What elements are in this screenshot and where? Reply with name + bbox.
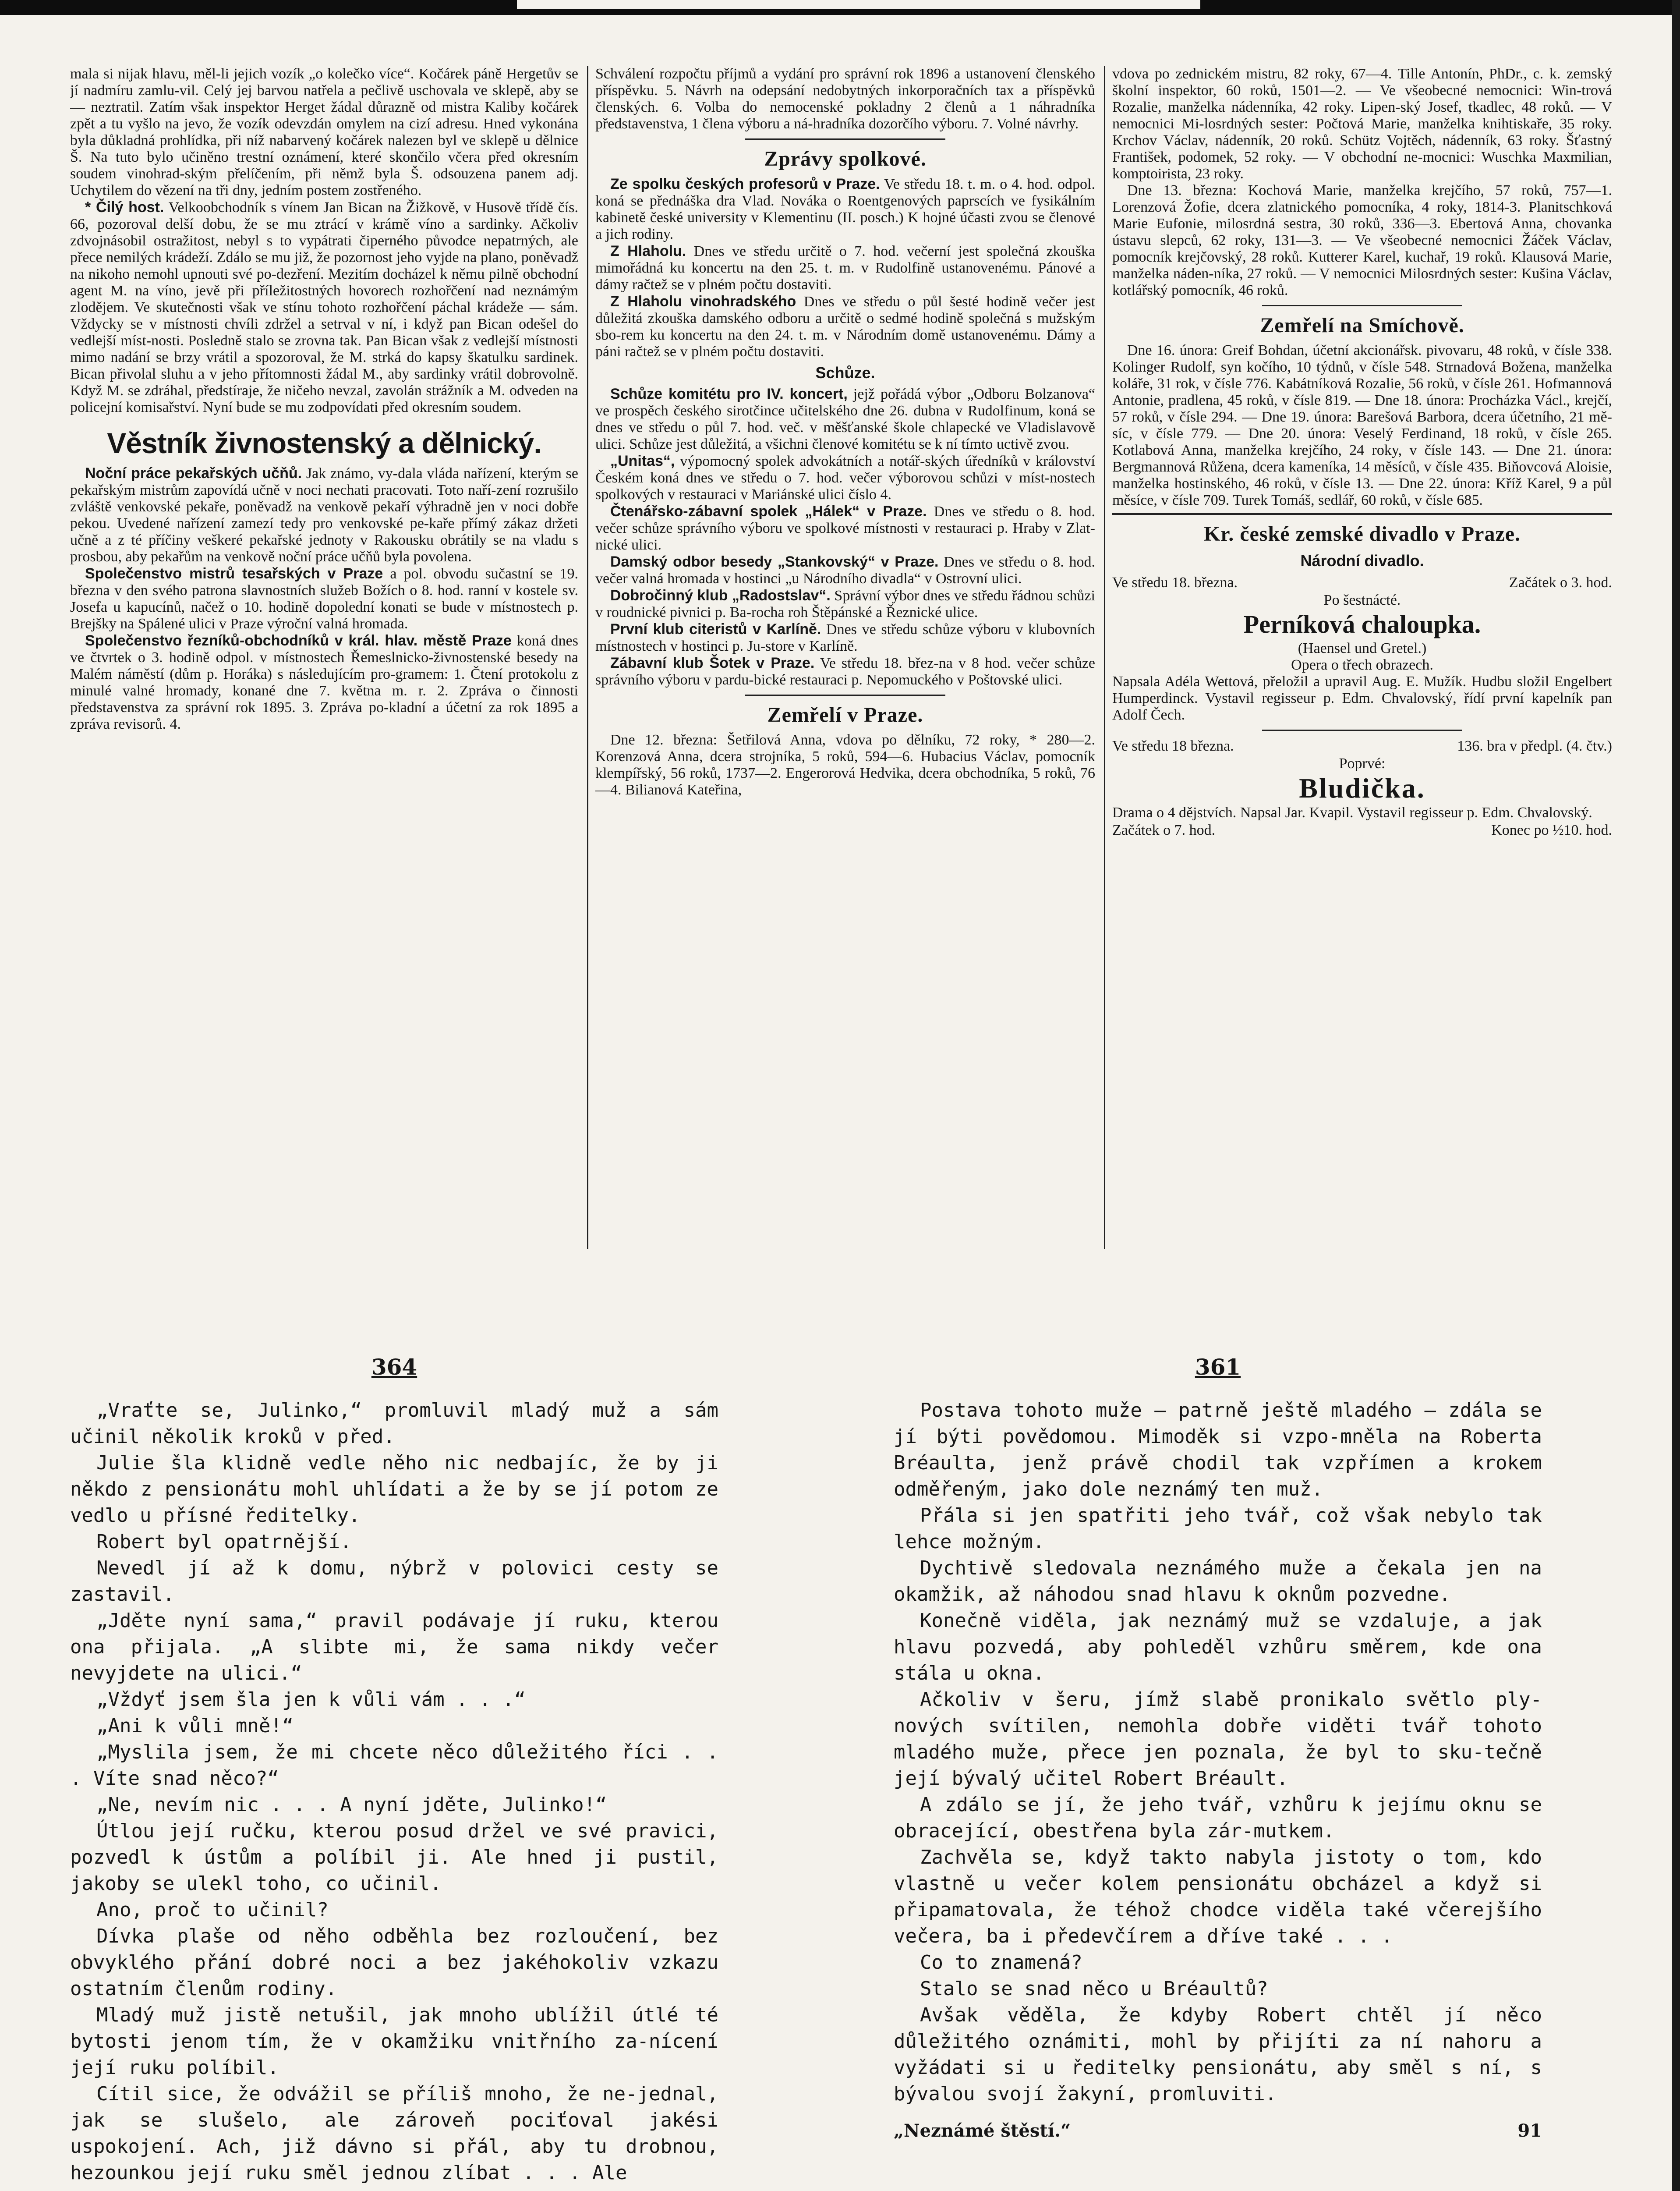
article-paragraph xyxy=(595,587,1095,621)
newspaper-section xyxy=(70,66,1612,1249)
article-lead: Dobročinný klub „Radostslav“. xyxy=(610,587,831,604)
page-paragraph: Nevedl jí až k domu, nýbrž v polovici cesty se zastavil. xyxy=(70,1557,718,1606)
section-heading: Zemřelí na Smíchově. xyxy=(1260,314,1464,337)
show-info: Po šestnácté. xyxy=(1323,592,1401,608)
page-paragraph: Mladý muž jistě netušil, jak mnoho ublížil útlé té bytosti jenom tím, že v okamžiku vnitřního za-nícení její ruku políbil. xyxy=(70,2004,718,2079)
subheading: Schůze. xyxy=(815,364,875,382)
page-paragraph: „Vždyť jsem šla jen k vůli vám . . .“ xyxy=(96,1688,526,1711)
show-performance: 136. bra v předpl. (4. čtv.) xyxy=(1457,738,1612,754)
article-text: Správní výbor dnes ve středu řádnou schůzi v roudnické pivnici p. Ba-rocha roh Štěpánské a Řeznické ulice. xyxy=(595,588,1095,620)
page-text xyxy=(894,1397,1542,2107)
article-text: Ve středu 18. t. m. o 4. hod. odpol. koná se přednáška dra Vlad. Nováka o Roentgenových paprscích ve fysikálním kabinetě české university v Klementinu (II. posch.) K hojné účasti zvou se členové a jich rodiny. xyxy=(595,176,1095,242)
scan-top-gap xyxy=(517,0,1200,9)
show-title: Bludička. xyxy=(1299,773,1425,804)
page-paragraph: „Ani k vůli mně!“ xyxy=(96,1715,294,1737)
page-paragraph: „Jděte nyní sama,“ pravil podávaje jí ruku, kterou ona přijala. „A slibte mi, že sama nikdy večer nevyjdete na ulici.“ xyxy=(70,1610,718,1684)
show-start: Začátek o 3. hod. xyxy=(1509,574,1612,591)
article-lead: Čtenářsko-zábavní spolek „Hálek“ v Praze. xyxy=(610,503,927,520)
show-date: Ve středu 18 března. xyxy=(1112,738,1234,754)
page-paragraph: Útlou její ručku, kterou posud držel ve své pravici, pozvedl k ústům a políbil ji. Ale hned ji pustil, jakoby se ulekl toho, co učinil. xyxy=(70,1820,718,1895)
article-lead: * Čilý host. xyxy=(85,199,164,216)
newspaper-column-3 xyxy=(1104,66,1612,1249)
book-page-right xyxy=(894,1354,1542,2191)
article-lead: „Unitas“, xyxy=(610,453,675,469)
show-genre: Opera o třech obrazech. xyxy=(1291,657,1433,673)
article-paragraph xyxy=(595,176,1095,243)
article-text: Dnes ve středu schůze výboru v klubovních místnostech v hostinci p. Ju-store v Karlíně. xyxy=(595,621,1095,654)
divider xyxy=(1262,730,1462,731)
divider xyxy=(745,695,945,696)
page-number: 361 xyxy=(1195,1354,1241,1380)
divider xyxy=(745,138,945,140)
article-text: výpomocný spolek advokátních a notář-ských úředníků v království Českém koná dnes ve středu o 7. hod. večer výborovou schůzi v míst-nostech spolkových v restauraci v Mariánské ulici číslo 4. xyxy=(595,453,1095,503)
show-start: Začátek o 7. hod. xyxy=(1112,822,1216,838)
page-footer xyxy=(894,2120,1542,2141)
page-paragraph: Postava tohoto muže — patrně ještě mladého — zdála se jí býti povědomou. Mimoděk si vzpo-mněla na Roberta Bréaulta, jenž právě chodil tak vzpřímen a krokem odměřeným, jako dole neznámý ten muž. xyxy=(894,1399,1542,1500)
article-paragraph xyxy=(595,553,1095,587)
page-paragraph: Zachvěla se, když takto nabyla jistoty o tom, kdo vlastně u večer kolem pensionátu obcházel a když si připamatovala, že téhož chodce viděla také včerejšího večera, ba i předevčírem a dříve také . . . xyxy=(894,1846,1542,1947)
article-paragraph xyxy=(595,621,1095,655)
page-paragraph: Dychtivě sledovala neznámého muže a čekala jen na okamžik, až náhodou snad hlavu k oknům pozvedne. xyxy=(894,1557,1542,1606)
page-paragraph: Avšak věděla, že kdyby Robert chtěl jí něco důležitého oznámiti, mohl by přijíti za ní nahoru a vyžádati si u ředitelky pensionátu, aby směl s ní, s bývalou svojí žakyní, promluviti. xyxy=(894,2004,1542,2105)
article-text: a pol. obvodu sučastní se 19. března v den svého patrona slavnostních služeb Božích o 8. hod. ranní v kostele sv. Josefa u kapucínů, načež o 10. hodině dopolední konati se bude v místnostech p. Brejšky na Spálené ulici v Praze výroční valná hromada. xyxy=(70,566,578,632)
article-text: Dne 12. března: Šetřilová Anna, vdova po dělníku, 72 roky, * 280—2. Korenzová Anna, dcera strojníka, 5 roků, 594—6. Hubacius Václav, pomocník klempířský, 56 roků, 1737—2. Engerorová Hedvika, dcera obchodníka, 5 roků, 76—4. Bilianová Kateřina, xyxy=(595,732,1095,798)
show-credits: Napsala Adéla Wettová, přeložil a upravil Aug. E. Mužík. Hudbu složil Engelbert Humperdinck. Vystavil regisseur p. Edm. Chvalovský, řídí první kapelník pan Adolf Čech. xyxy=(1112,674,1612,723)
page-number: 364 xyxy=(371,1354,417,1380)
article-paragraph xyxy=(70,632,578,733)
article-text: Jak známo, vy-dala vláda nařízení, kterým se pekařským mistrům zapovídá učně v noci nechati pracovati. Toto naří-zení rozrušilo zvláště venkovské pekaře, poněvadž na venkově pekaří výhradně jen v noci dobře pekou. Uvedené nařízení zamezí tedy pro venkovské pe-kaře přímý zákaz držeti učně a z té příčiny veškeré pekařské jednoty v Rakousku obrátily se na vladu s prosbou, aby pekařům na venkově noční práce učňů byla povolena. xyxy=(70,465,578,565)
show-date-line xyxy=(1112,737,1612,755)
article-text: Dnes ve středu o 8. hod. večer valná hromada v hostinci „u Národního divadla“ v Ostrovní ulici. xyxy=(595,554,1095,587)
book-spread xyxy=(70,1354,1612,2191)
show-end: Konec po ½10. hod. xyxy=(1491,822,1612,838)
article-text: Dnes ve středu o půl šesté hodině večer jest důležitá zkouška damského odboru a určitě o sedmé hodině společná s mužským sbo-rem ku koncertu na den 24. t. m. v Národním domě ustanovenému. Dámy a páni račtež se v plném počtu dostaviti. xyxy=(595,294,1095,360)
article-lead: Zábavní klub Šotek v Praze. xyxy=(610,655,815,671)
page-paragraph: Ano, proč to učinil? xyxy=(96,1899,329,1921)
article-lead: První klub citeristů v Karlíně. xyxy=(610,621,821,638)
article-text: Dne 13. března: Kochová Marie, manželka krejčího, 57 roků, 757—1. Lorenzová Žofie, dcera zlatnického pomocníka, 4 roky, 1814-3. Planitschková Marie Eufonie, milosrdná sestra, 30 roků, 336—3. Ebertová Anna, chovanka ústavu slepců, 62 roky, 131—3. — Ve všeobecné nemocnici Žáček Václav, pomocník krejčovský, 28 roků. Kutterer Karel, kuchař, 19 roků. Klausová Marie, manželka náden-níka, 27 roků. — V nemocnici Milosrdných sester: Kušina Václav, kotlářský pomocník, 46 roků. xyxy=(1112,182,1612,298)
page-paragraph: „Vraťte se, Julinko,“ promluvil mladý muž a sám učinil několik kroků v před. xyxy=(70,1399,718,1448)
page-paragraph: „Myslila jsem, že mi chcete něco důležitého říci . . . Víte snad něco?“ xyxy=(70,1741,718,1790)
article-lead: Společenstvo řezníků-obchodníků v král. hlav. městě Praze xyxy=(85,632,512,649)
article-text: jejž pořádá výbor „Odboru Bolzanova“ ve prospěch českého sirotčince učitelského dne 26. dubna v Rudolfinum, koná se dnes ve středu o půl 7. hod. več. v měšťanské škole chlapecké ve Vladislavově ulici. Schůze jest důležitá, a všichni členové komitétu se k ní tímto uctivě zvou. xyxy=(595,386,1095,452)
article-text: koná dnes ve čtvrtek o 3. hodině odpol. v místnostech Řemeslnicko-živnostenské besedy na Malém náměstí (dům p. Horáka) s následujícím pro-gramem: 1. Čtení protokolu z minulé valné hromady, konané dne 7. května m. r. 2. Zpráva o činnosti představenstva za správní rok 1895. 3. Zpráva po-kladní a účetní za rok 1895 a zpráva revisorů. 4. xyxy=(70,633,578,732)
article-text: Schválení rozpočtu příjmů a vydání pro správní rok 1896 a ustanovení členského příspěvku. 5. Návrh na odepsání nedobytných inkorporačních tax a příspěvků členských. 6. Volba do nemocenské pokladny 2 členů a 1 náhradníka představenstva, 1 člena výboru a ná-hradníka dozorčího výboru. 7. Volné návrhy. xyxy=(595,66,1095,132)
theatre-subheading: Národní divadlo. xyxy=(1300,552,1424,570)
book-page-left xyxy=(70,1354,718,2191)
show-info: Poprvé: xyxy=(1339,755,1386,772)
article-lead: Noční práce pekařských učňů. xyxy=(85,465,302,482)
article-paragraph xyxy=(70,199,578,416)
article-paragraph xyxy=(70,565,578,632)
book-title: „Neznámé štěstí.“ xyxy=(894,2120,1071,2141)
article-lead: Z Hlaholu. xyxy=(610,243,686,259)
page-paragraph: A zdálo se jí, že jeho tvář, vzhůru k jejímu oknu se obracející, obestřena byla zár-mutkem. xyxy=(894,1794,1542,1842)
article-paragraph xyxy=(595,386,1095,453)
page-paragraph: „Ne, nevím nic . . . A nyní jděte, Julinko!“ xyxy=(96,1794,607,1816)
article-paragraph xyxy=(595,655,1095,688)
page-paragraph: Přála si jen spatřiti jeho tvář, což však nebylo tak lehce možným. xyxy=(894,1504,1542,1553)
article-paragraph xyxy=(595,453,1095,503)
show-time-line xyxy=(1112,821,1612,840)
page-text xyxy=(70,1397,718,2186)
section-heading: Věstník živnostenský a dělnický. xyxy=(107,427,541,459)
divider xyxy=(1262,305,1462,306)
article-paragraph xyxy=(595,243,1095,293)
article-lead: Damský odbor besedy „Stankovský“ v Praze. xyxy=(610,553,939,570)
page-paragraph: Stalo se snad něco u Bréaultů? xyxy=(920,1978,1268,2000)
article-lead: Schůze komitétu pro IV. koncert, xyxy=(610,386,848,402)
show-title: Perníková chaloupka. xyxy=(1243,610,1481,638)
page-paragraph: Konečně viděla, jak neznámý muž se vzdaluje, a jak hlavu pozvedá, aby pohleděl vzhůru směrem, kde ona stála u okna. xyxy=(894,1610,1542,1684)
article-text: Ve středu 18. břez-na v 8 hod. večer schůze správního výboru v pardu-bické restauraci p. Nepomuckého v Poštovské ulici. xyxy=(595,655,1095,688)
newspaper-column-1 xyxy=(70,66,578,1249)
signature-number: 91 xyxy=(1517,2120,1542,2141)
article-text: mala si nijak hlavu, měl-li jejich vozík „o kolečko více“. Kočárek páně Hergetův se jí nadmíru zamlu-vil. Celý jej barvou natřela a pečlivě uschovala ve sklepě, aby se — neztratil. Zatím však inspektor Herget žádal důrazně od mistra Kaliby kočárek zpět a tu vyšlo na jevo, že vozík odevzdán omylem na cizí adresu. Hned vykonána byla důkladná prohlídka, při níž nabarvený kočárek nalezen byl ve sklepě u dělnice Š. Na tuto bylo učiněno trestní oznámení, které skončilo včera před okresním soudem vinohrad-ským přelíčením, při němž byla Š. odsouzena panem adj. Uchytilem do vězení na tři dny, jedním postem zostřeného. xyxy=(70,66,578,199)
article-text: Dnes ve středu určitě o 7. hod. večerní jest společná zkouška mimořádná ku koncertu na den 25. t. m. v Rudolfině ustanovenému. Pánové a dámy račtež se v plném počtu dostaviti. xyxy=(595,243,1095,293)
article-text: Velkoobchodník s vínem Jan Bican na Žižkově, v Husově třídě čís. 66, pozoroval delší dobu, že se mu ztrácí v krámě víno a sardinky. Ačkoliv zdvojnásobil ostražitost, nebyl s to vypátrati čiperného původce nepatrných, ale přece nemilých krádeží. Zdálo se mu již, že pozornost jeho vyjde na plano, poněvadž na nikoho nemohl upnouti své po-dezření. Mezitím docházel k němu pilně obchodní agent M. na víno, jevě při příležitostných hovorech rozhořčení nad neznámým zlodějem. Ve skutečnosti však ve stínu tohoto rozhořčení páchal krádeže — sám. Vždycky se v místnosti chvíli zdržel a setrval v ní, i když pan Bican odešel do vedlejší míst-nosti. Posledně stalo se zrovna tak. Pan Bican však z vedlejší místnosti mimo nadání se brzy vrátil a spozoroval, že M. strká do kapsy škatulku sardinek. Bican přivolal sluhu a v jeho přítomnosti žádal M., aby sardinky vrátil dobrovolně. Když M. se zdráhal, předstíraje, že ničeho nevzal, zavolán strážník a M. odveden na policejní komisařství. Nyní bude se mu zodpovídati před okresním soudem. xyxy=(70,199,578,415)
divider xyxy=(1112,513,1612,515)
article-paragraph xyxy=(595,293,1095,360)
newspaper-column-2 xyxy=(587,66,1095,1249)
article-lead: Společenstvo mistrů tesařských v Praze xyxy=(85,565,383,582)
article-paragraph xyxy=(595,503,1095,553)
show-date-line xyxy=(1112,574,1612,592)
article-text: vdova po zednickém mistru, 82 roky, 67—4. Tille Antonín, PhDr., c. k. zemský školní inspektor, 60 roků, 1501—2. — Ve všeobecné nemocnici: Win-trová Rozalie, manželka nádenníka, 42 roky. Lipen-ský Josef, tkadlec, 48 roků. — V nemocnici Mi-losrdných sester: Počtová Marie, manželka knihtiskaře, 35 roky. Krchov Václav, nádenník, 20 roků. Schütz Vojtěch, nádenník, 63 roky. Šťastný František, podomek, 52 roky. — V obchodní ne-mocnici: Wuschka Maxmilian, komptoirista, 23 roky. xyxy=(1112,66,1612,182)
article-paragraph xyxy=(70,465,578,565)
page-paragraph: Cítil sice, že odvážil se příliš mnoho, že ne-jednal, jak se slušelo, ale zároveň pociťoval jakési uspokojení. Ach, již dávno si přál, aby tu drobnou, hezounkou její ruku směl jednou zlíbat . . . Ale xyxy=(70,2083,718,2184)
show-original-title: (Haensel und Gretel.) xyxy=(1298,640,1427,656)
show-date: Ve středu 18. března. xyxy=(1112,574,1238,591)
page-paragraph: Julie šla klidně vedle něho nic nedbajíc, že by ji někdo z pensionátu mohl uhlídati a že by se jí potom ze vedlo u přísné ředitelky. xyxy=(70,1452,718,1527)
page-paragraph: Ačkoliv v šeru, jímž slabě pronikalo světlo ply-nových svítilen, nemohla dobře viděti tvář tohoto mladého muže, přece jen poznala, že byl to sku-tečně její bývalý učitel Robert Bréault. xyxy=(894,1688,1542,1790)
article-text: Dnes ve středu o 8. hod. večer schůze správního výboru ve spolkové místnosti v restauraci p. Hraby v Zlat-nické ulici. xyxy=(595,503,1095,553)
theatre-heading: Kr. české zemské divadlo v Praze. xyxy=(1203,522,1521,546)
article-lead: Ze spolku českých profesorů v Praze. xyxy=(610,176,880,192)
article-lead: Z Hlaholu vinohradského xyxy=(610,293,796,310)
show-credits: Drama o 4 dějstvích. Napsal Jar. Kvapil. Vystavil regisseur p. Edm. Chvalovský. xyxy=(1112,805,1592,821)
section-heading: Zemřelí v Praze. xyxy=(767,703,923,727)
page-paragraph: Robert byl opatrnější. xyxy=(96,1531,352,1553)
page-paragraph: Co to znamená? xyxy=(920,1951,1082,1974)
section-heading: Zprávy spolkové. xyxy=(764,147,927,170)
scan-right-border xyxy=(1672,0,1680,2191)
page-paragraph: Dívka plaše od něho odběhla bez rozloučení, bez obvyklého přání dobré noci a bez jakéhokoliv vzkazu ostatním členům rodiny. xyxy=(70,1925,718,2000)
article-text: Dne 16. února: Greif Bohdan, účetní akcionářsk. pivovaru, 48 roků, v čísle 338. Kolinger Rudolf, syn kočího, 10 týdnů, v čísle 548. Strnadová Božena, manželka koláře, 31 rok, v čísle 776. Kabátníková Rozalie, 56 roků, v čísle 261. Hofmannová Antonie, pradlena, 45 roků, v čísle 819. — Dne 18. února: Procházka Václ., krejčí, 57 roků, v čísle 294. — Dne 19. února: Barešová Barbora, dcera účetního, 21 mě-síc, v čísle 779. — Dne 20. února: Veselý Ferdinand, 18 roků, v čísle 265. Kotlabová Anna, manželka krejčího, 24 roky, v čísle 143. — Dne 21. února: Bergmannová Růžena, dcera kameníka, 14 měsíců, v čísle 435. Biňovcová Aloisie, manželka hostinského, 46 roků, v čísle 13. — Dne 22. února: Kříž Karel, 9 a půl měsíce, v čísle 709. Turek Tomáš, sedlář, 60 roků, v čísle 685. xyxy=(1112,342,1612,508)
